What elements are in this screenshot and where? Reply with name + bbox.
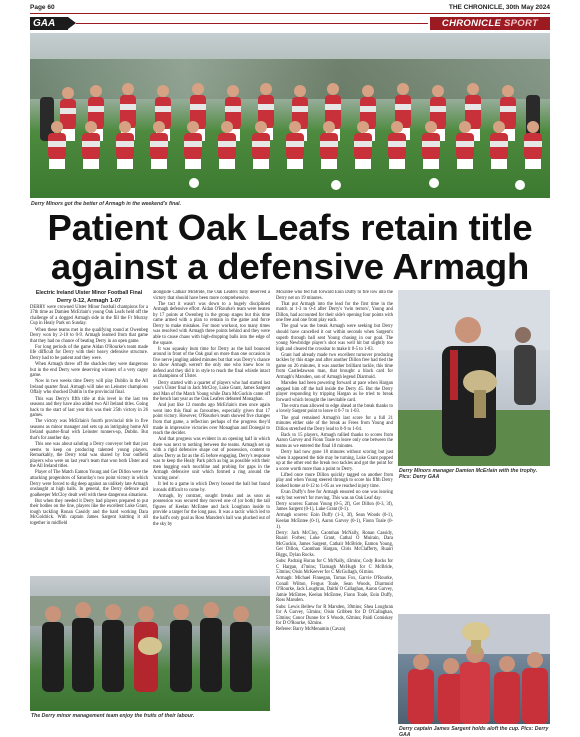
- paragraph: DERRY were crowned Ulster Minor football champions for a 37th time as Damien McErlain's young Oak Leafs held off the challenge of a dogged Armagh side in the fill the Fr Murray Cup in Healy Park on Sunday.: [30, 304, 148, 327]
- front-row-players: [48, 121, 542, 169]
- team-photo-caption: Derry Minors got the better of Armagh in the weekend's final.: [31, 201, 182, 207]
- team-photo-figures: [30, 33, 550, 198]
- section-bar: [30, 17, 550, 30]
- paragraph: And that progress was evident in an opening half in which there was next to nothing between the teams. Armagh set up with a rigid defensive shape out of possession, content to allow Derry as far as the 45 before engaging. Derry's response was to keep the Healy Park pitch as big as possible with their men hugging each touchline and probing for gaps in the Armagh defensive unit which formed a ring around the 'scoring zone'.: [153, 437, 270, 482]
- paragraph: When these teams met in the qualifying round at Owenbeg Derry won by 2-10 to 0-9. Armagh learned from that game that they had no chance of beating Derry in an open game.: [30, 327, 148, 344]
- subs-armagh: Subs: Lewis Bellew for R Marsden, 39mins; Shea Loughran for A Garvey, 53mins; Oisin Gribben for D O'Callaghan, 53mins; Conor Dunne for S Woods, 62mins; Paidi Comiskey for D O'Rourke, 62mins.: [276, 604, 393, 627]
- paragraph: But when they needed it Derry had players prepared to put their bodies on the line, players like the excellent Luke Grant, tough tackling Ronan Cassidy and the hard working Dara McGoldrick. With captain James Sargent knitting it all together in midfield: [30, 498, 148, 526]
- article-column-3: [276, 290, 393, 714]
- paragraph: The goal remained Armagh's last score for a full 21 minutes either side of the break as Frees from Young and Dillon stretched the Derry lead to 0-9 to 1-04.: [276, 415, 393, 432]
- section-rule: [76, 23, 428, 24]
- paragraph: The tact it wasn't was down to a hugely disciplined Armagh defensive effort. Aidan O'Rourke's team were beaten by 17 points at Owenbeg in the group stages but this time came armed with a plan to remain in the game and force Derry to make mistakes. For most workout, too many times was resolved with Armagh three points behind and they were able to cause chaos with high-dropping balls into the edge of the square.: [153, 301, 270, 346]
- paragraph: That put Armagh into the lead for the first time in the match at 1-3 to 0-4 after Derry's 'twin terrors', Young and Dillon, had accounted for their side's opening four points with one free and one from play each.: [276, 301, 393, 324]
- paragraph: Armagh, by contrast, sought breaks and as soon as possession was secured they moved one of (or both) the tall figures of Keelan McEntee and Jack Loughran inside to provide a target for the long pass. It was a tactic which led to the half's only goal as Ross Marsden's ball was plucked out of the sky by: [153, 493, 270, 527]
- article-column-1: [30, 290, 148, 574]
- paragraph: It led to a game in which Derry bossed the ball but found inroads difficult to come by.: [153, 482, 270, 493]
- captain-photo-figures: [398, 614, 550, 724]
- captain-photo: [398, 614, 550, 724]
- paragraph: Marsden had been powering forward at pace when Hargan stepped him off the ball inside the Derry 45. But the Derry player responding by tripping Hargan as he tried to break forward which brought the inevitable card.: [276, 381, 393, 403]
- subs-derry: Subs: Padraig Horan for C McNally, 43mins; Cody Rocks for C Hargan, 47mins; Tiarnagh McHugh for C McBride, 53mins; Oisin McKeever for C McGullagh, 61mins.: [276, 559, 393, 576]
- management-photo-caption: The Derry minor management team enjoy the fruits of their labour.: [31, 713, 195, 719]
- section-label: GAA: [30, 17, 68, 30]
- team-photo: [30, 33, 550, 198]
- paragraph: And just like 12 months ago McErlain's men once again went into this final as favourites, especially given that 17 point victory. However, O'Rourke's team showed five changes from that game, a reflection perhaps of the progress they'd made in impressive victories over Monaghan and Donegal to reach the decider.: [153, 403, 270, 437]
- footballs: [189, 178, 525, 190]
- manager-photo-figure: [398, 290, 550, 466]
- masthead-date: THE CHRONICLE, 30th May 2024: [448, 4, 550, 11]
- paragraph: Back to 15 players, Armagh rallied thanks to scores from Aaron Garvey and Fionn Toale to leave only one between the teams as we entered the final 10 minutes.: [276, 432, 393, 449]
- result-subhead: Derry 0-12, Armagh 1-07: [56, 298, 122, 305]
- paragraph: Derry started with a quartet of players who had started last year's Ulster final in Jack McCloy, Luke Grant, James Sargent and Man of the Match Young while Dara McGuckin came off the bench last year as the Oak Leafers defeated Monaghan.: [153, 380, 270, 403]
- page-number: Page 60: [30, 4, 55, 11]
- paragraph: Evan Duffy's free for Armagh ensured no one was leaving early but weren't for moving. This was an Oak Leaf day.: [276, 490, 393, 501]
- paragraph: The goal was the break Armagh were seeking but Derry should have cancelled it out within seconds when Sargent's superb through ball sent Young chasing in our goal. The young Newbridge player's shot was well hit but slightly too high and cleared the crossbar to make it 0-5 to 1-03.: [276, 324, 393, 352]
- paragraph: The victory was McErlain's fourth provincial title in five seasons as minor manager and sets up an intriguing home All Ireland quarter-final with Leinster runners-up, Dublin. But that's for another day.: [30, 419, 148, 441]
- brand-flag: [430, 17, 550, 30]
- top-rule: [30, 13, 550, 14]
- paragraph: Derry had now gone 18 minutes without scoring but just when it appeared the tide may be turning, Luke Grant popped up at the other end the break two tackles and got the point for a score worth more than a point to Derry.: [276, 450, 393, 472]
- paragraph: The extra man allowed to edge ahead at the break thanks to a lovely Sargent point to leave it 0-7 to 1-03.: [276, 403, 393, 415]
- article-kicker: Electric Ireland Ulster Minor Football Final: [35, 290, 143, 296]
- section-arrow: [68, 17, 76, 29]
- paragraph: It was squeaky bum time for Derry as the ball bounced around in front of the Oak goal on more than one occasion in five nerve jangling added minutes but that was Derry's chance to show Armagh weren't the only one who knew how to defend and they did it in style to reach the final whistle intact as champions of Ulster.: [153, 346, 270, 380]
- paragraph: Lifted once more Dillon quickly tagged on another from play and when Young steered through to score his fifth Derry looked home at 0-12 to 1-05 as we reached injury time.: [276, 472, 393, 489]
- management-photo: [30, 576, 270, 711]
- article-column-2: [153, 290, 270, 574]
- headline: Patient Oak Leafs retain title against a defensive Armagh: [47, 207, 533, 287]
- referee: Referee: Barry McMenamin (Cavan): [276, 627, 346, 633]
- team-derry: Derry: Jack McCloy, Caomhan McNally, Ronan Cassidy, Ruairi Forbes; Luke Grant, Cathal O Muirain, Dara McGuckin, James Sargent, Cathair McBride, Eamon Young, Ger Dillon, Caomhan Hargan, Chris McClafferty, Ruairi Biggs, Dylan Rocks.: [276, 530, 393, 558]
- scorers-derry: Derry scorers: Eamon Young (0-5, 2f), Ger Dillon (0-3, 3f), James Sargent (0-1), Luke Grant (0-1).: [276, 501, 393, 513]
- paragraph: When Armagh threw off the shackles they were dangerous but in the end Derry were deserving winners of a very cagey game.: [30, 362, 148, 379]
- captain-photo-caption: Derry captain James Sargent holds aloft the cup. Pics: Derry GAA: [399, 726, 549, 737]
- paragraph: Grant had already made two excellent turnover producing tackles by this stage and after another Dillon free had tied the game on 26 minutes, it was another brilliant tackle, this time from Castledawson man, that brought a black card for Armagh's Marsden, son of Armagh legend Diarmuid.: [276, 352, 393, 380]
- paragraph: This one was about saluting a Derry conveyor belt that just seems to keep on producing talented young players. Remarkably, the Derry total was shared by four outfield players who were on last year's team that won both Ulster and the All Ireland titles.: [30, 442, 148, 470]
- paragraph: McEntee who fed full forward Eoin Duffy to fire low into the Derry net on 19 minutes.: [276, 290, 393, 301]
- management-photo-figures: [30, 576, 270, 711]
- paragraph: This was Derry's fifth title at this level in the last ten seasons and they have also added two All Ireland titles. Going back to the start of last year this was their 25th victory in 26 games.: [30, 396, 148, 419]
- brand-main: CHRONICLE: [441, 18, 502, 29]
- paragraph: Player of The Match Eamon Young and Ger Dillon were the attacking progenitors of Saturday's two point victory in which Derry were forced to dig deep against an unlikely late Armagh onslaught at high balls. In general, the Derry defence and goalkeeper McCloy dealt well with these dangerous situations.: [30, 470, 148, 498]
- manager-photo-caption: Derry Minors manager Damien McErlain with the trophy. Pics: Derry GAA: [399, 468, 538, 480]
- manager-photo: [398, 290, 550, 466]
- paragraph: alongside Cathair McBride, the Oak Leafers fully deserved a victory that should have been more comprehensive.: [153, 290, 270, 301]
- scorers-armagh: Armagh scorers: Eoin Duffy (1-3, 3f), Sean Woods (0-1), Keelan McEntee (0-1), Aaron Garvey (0-1), Fionn Toale (0-1).: [276, 513, 393, 530]
- paragraph: For long periods of the game Aidan O'Rourke's team made life difficult for Derry with their heavy defensive structure. Derry had to be patient and they were.: [30, 344, 148, 361]
- team-armagh: Armagh: Michael Finnegan, Tomas Fox, Garvie O'Rourke, Conall Wilton, Fergus Toale, Sean Woods, Diarmuid O'Rourke, Jack Loughran, Daithi O Callaghan, Aaron Garvey, Jamie McEntee, Keelan McEntee, Fionn Toale, Eoin Duffy, Ross Marsden.: [276, 576, 393, 604]
- brand-sport: SPORT: [504, 18, 539, 29]
- paragraph: Now in two weeks time Derry will play Dublin in the All Ireland quarter final. Armagh will take on Leinster champions Offaly who shocked Dublin in the provincial final.: [30, 379, 148, 396]
